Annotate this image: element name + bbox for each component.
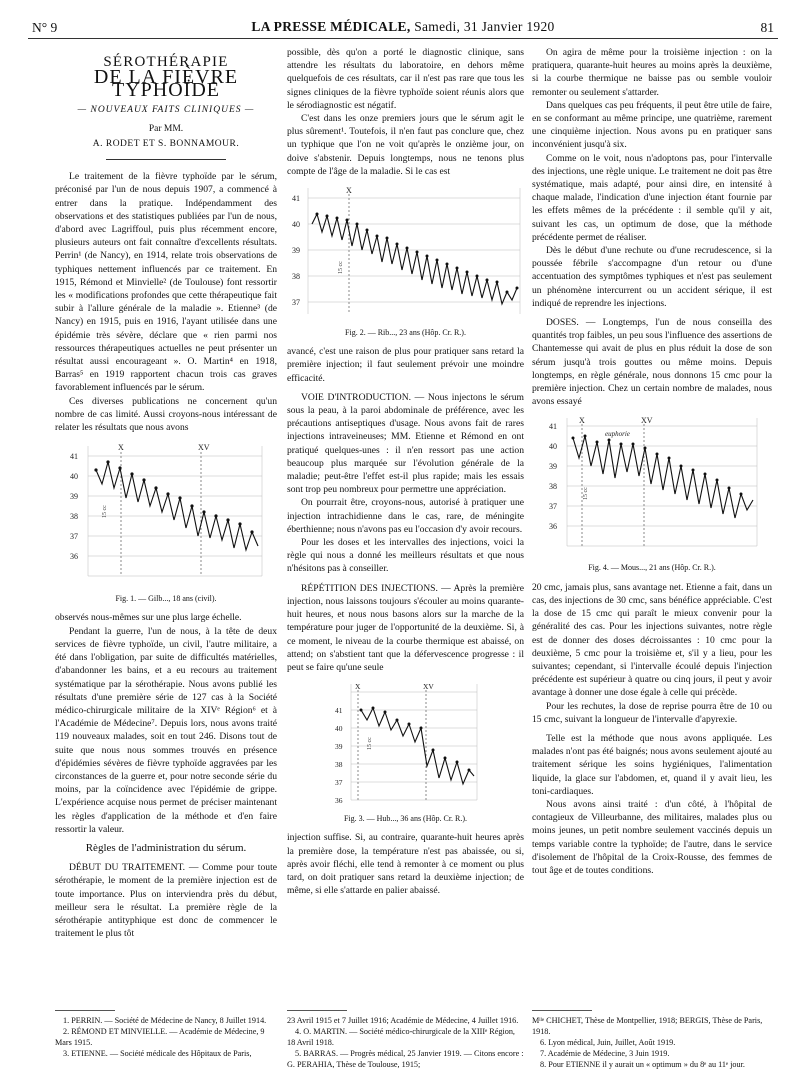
title-line-2: DE LA FIÈVRE TYPHOÏDE [93,66,239,102]
paragraph: DÉBUT DU TRAITEMENT. — Comme pour toute sérothérapie, le moment de la première injection est de toute importance. Plus on interviendra près du début, meilleur sera le résultat. La première règle de la sérothérapie antityphique est donc de commencer le traitement le plus tôt [55,862,277,940]
y-tick: 37 [70,532,78,542]
y-tick: 41 [548,422,557,432]
issue-date: Samedi, 31 Janvier 1920 [414,19,555,34]
figure-caption: Fig. 2. — Rib..., 23 ans (Hôp. Cr. R.). [345,328,466,338]
paragraph: DOSES. — Longtemps, l'un de nous conseilla des quantités trop faibles, un peu sous l'influence des assertions de Chantemesse qui avait de plus en plus réduit la dose de son sérum jusqu'à trois gouttes ou même moins. Depuis longtemps, en règle générale, nous donnons 15 cmc pour la première injection. Chez un certain nombre de malades, nous avons essayé [532,317,772,408]
footnote: 8. Pour ETIENNE il y aurait un « optimum » du 8ᵉ au 11ᵉ jour. [540,1060,745,1069]
day-mark: XV [640,416,653,426]
page-header [28,16,778,38]
paragraph: avancé, c'est une raison de plus pour pratiquer sans retard la première injection; il faut seulement prévoir une moindre efficacité. [287,346,524,384]
day-mark: X [354,682,360,692]
paragraph: Nous avons ainsi traité : d'un côté, à l'hôpital de contagieux de Villeurbanne, des militaires, malades plus ou moins jeunes, un petit nombre seulement vaccinés depuis un temps variable contre la typhoïde; de l'autre, dans le service d'isolement de l'hôpital de la Croix-Rousse, des femmes de tout âge et de toutes conditions. [532,798,772,876]
temperature-chart-1 [66,440,266,590]
y-tick: 37 [548,502,557,512]
authors: A. RODET ET S. BONNAMOUR. [92,139,240,150]
y-tick: 40 [548,442,557,452]
paragraph: Dès le début d'une rechute ou d'une recrudescence, si la poussée fébrile s'accompagne d'un retour ou d'une accentuation des symptômes typhiques et n'est pas seulement un phénomène intercurrent ou un accident sérique, il est indiqué de reprendre les injections. [532,245,772,309]
figure-2 [287,184,524,339]
paragraph: Comme on le voit, nous n'adoptons pas, pour l'intervalle des injections, une règle unique. Le traitement ne doit pas être systématique, mais adapté, pour ainsi dire, en intensité à chaque malade, l'indication d'une injection étant fournie par les effets mêmes de la précédente : il semble qu'il y ait, suivant les cas, un optimum de dose, que la méthode précédente permet de réaliser. [532,152,772,243]
y-tick: 36 [70,552,78,562]
figure-caption: Fig. 3. — Hub..., 36 ans (Hôp. Cr. R.). [343,814,468,824]
article-subtitle: — NOUVEAUX FAITS CLINIQUES — [77,104,255,115]
journal-name: LA PRESSE MÉDICALE, [251,19,411,34]
figure-1 [55,440,277,605]
y-tick: 37 [292,298,300,308]
footnote: 7. Académie de Médecine, 3 Juin 1919. [540,1049,670,1058]
y-tick: 41 [292,194,300,204]
temperature-chart-2 [288,184,523,324]
y-tick: 36 [548,522,557,532]
injection-label: 15 cc [366,737,373,751]
euphorie-annotation: euphorie [604,430,630,439]
paragraph: Le traitement de la fièvre typhoïde par le sérum, préconisé par l'un de nous depuis 1907, a commencé à entrer dans la pratique. Indépendamment des observations et des statistiques publiées par l'un de nous, d'abord avec Lagriffoul, puis plus récemment encore, plusieurs auteurs ont fait connaître d'excellents résultats. Perrin¹ (de Nancy), en 1914, relate trois observations de typhiques nettement influencés par ce traitement. En 1915, Rémond et Minvielle² (de Toulouse) font ressortir les « modifications profondes que cette thérapeutique fait subir à l'allure générale de la maladie ». Etienne³ (de Nancy) en 1915, puis en 1916, l'ayant utilisée dans une épidémie très sévère, déclare que « rien parmi nos ressources thérapeutiques actuelles ne peut présenter un résultat aussi encourageant ». O. Martin⁴ en 1918, Barras⁵ en 1919 rapportent chacun trois cas graves favorablement influencés par le sérum. [55,171,277,394]
y-tick: 39 [548,462,557,472]
y-tick: 40 [292,220,300,230]
paragraph: observés nous-mêmes sur une plus large échelle. [55,612,242,624]
injection-label: 15 cc [338,261,344,275]
column-3 [532,46,772,877]
day-mark: XV [422,682,434,692]
paragraph: injection suffise. Si, au contraire, quarante-huit heures après la première dose, la température n'est pas abaissée, ou si, après avoir fléchi, elle tend à remonter à ce moment ou plus tard, on doit pratiquer sans retard la deuxième injection; de même, si elle s'attarde en palier abaissé. [287,832,524,897]
footnote: 2. RÉMOND ET MINVIELLE. — Académie de Médecine, 9 Mars 1915. [55,1027,265,1047]
title-line-1: SÉROTHÉRAPIE [103,54,229,70]
paragraph: RÉPÉTITION DES INJECTIONS. — Après la première injection, nous laissons toujours s'écouler au moins quarante-huit heures, et nous nous basons alors sur la marche de la température pour juger de l'opportunité de la deuxième. Si, à ce moment, le niveau de la courbe thermique est abaissé, on attend; on s'abstient tant que la défervescence progresse : il peut se faire qu'une seule [287,582,524,673]
y-tick: 38 [70,512,78,522]
page-number: 81 [760,20,774,35]
column-2 [287,46,524,897]
column-1 [55,46,277,940]
section-heading: Règles de l'administration du sérum. [85,841,247,854]
footnote: 3. ETIENNE. — Société médicale des Hôpitaux de Paris, [63,1049,252,1058]
figure-caption: Fig. 1. — Gilb..., 18 ans (civil). [115,594,217,604]
figure-3 [287,680,524,825]
day-mark: X [346,186,352,196]
byline: Par MM. [148,123,184,134]
day-mark: X [578,416,585,426]
footnotes-col-1 [55,1010,277,1059]
injection-label: 15 cc [582,487,589,501]
footnote: 6. Lyon médical, Juin, Juillet, Août 1919. [540,1038,676,1047]
y-tick: 38 [334,760,342,770]
paragraph: VOIE D'INTRODUCTION. — Nous injectons le sérum sous la peau, à la paroi abdominale de préférence, avec les précautions antiseptiques d'usage. Nous avons fait de rares injections intraveineuses; MM. Etienne et Rémond en ont pratiqué quelques-unes : il n'en ressort pas une action beaucoup plus marquée sur l'évolution générale de la maladie; peut-être l'effet est-il plus rapide; mais les essais sont trop peu nombreux pour permettre une appréciation. [287,391,524,496]
paragraph: Pour les rechutes, la dose de reprise pourra être de 10 ou 15 cmc, suivant la longueur de l'intervalle d'apyrexie. [532,700,772,725]
paragraph: C'est dans les onze premiers jours que le sérum agit le plus sûrement¹. Toutefois, il n'en faut pas conclure que, chez un typhique que l'on ne voit qu'après le onzième jour, on doive s'abstenir. Depuis longtemps, nous ne tenons plus compte de l'âge de la maladie. Si le cas est [287,113,524,177]
figure-4 [532,414,772,574]
y-tick: 36 [334,796,342,806]
paragraph: possible, dès qu'on a porté le diagnostic clinique, sans attendre les résultats du laboratoire, en dehors même quelquefois de ces résultats, car il n'est pas rare que tous les signes cliniques de la fièvre typhoïde soient réunis alors que le sérodiagnostic est négatif. [287,47,524,111]
y-tick: 40 [70,472,78,482]
y-tick: 41 [334,706,342,716]
y-tick: 39 [334,742,342,752]
y-tick: 37 [334,778,342,788]
article-title-block [55,56,277,160]
paragraph: 20 cmc, jamais plus, sans avantage net. Etienne a fait, dans un cas, des injections de 30 cmc, sans bénéfice appréciable. C'est la dose de 15 cmc qui paraît le mieux convenir pour la généralité des cas. Pour les injections suivantes, notre règle est de donner des doses décroissantes : 10 cmc pour la deuxième, 5 cmc pour la troisième et, s'il y a lieu, pour les suivantes; cependant, si l'intervalle écoulé depuis l'injection précédente est supérieur à quatre ou cinq jours, il peut y avoir avantage à donner une dose égale à celle qui précède. [532,581,772,699]
paragraph: On agira de même pour la troisième injection : on la pratiquera, quarante-huit heures au moins après la deuxième, si la courbe thermique ne baisse pas ou semble vouloir remonter ou seulement s'attarder. [532,47,772,98]
footnote: 1. PERRIN. — Société de Médecine de Nancy, 8 Juillet 1914. [63,1016,267,1025]
paragraph: Dans quelques cas peu fréquents, il peut être utile de faire, en se conformant au même principe, une quatrième, rarement une cinquième injection. Nous avons pu en pratiquer sans inconvénient jusqu'à six. [532,99,772,151]
figure-caption: Fig. 4. — Mous..., 21 ans (Hôp. Cr. R.). [588,563,716,573]
footnotes-col-2 [287,1010,524,1070]
footnote: 4. O. MARTIN. — Société médico-chirurgicale de la XIIIᵉ Région, 18 Avril 1918. [287,1027,515,1047]
y-tick: 41 [70,452,78,462]
paragraph: Pour les doses et les intervalles des injections, voici la règle qui nous a donné les meilleurs résultats et que nous n'hésitons pas à conseiller. [287,537,524,575]
y-tick: 39 [292,246,300,256]
day-mark: XV [198,443,210,453]
paragraph: Ces diverses publications ne concernent qu'un nombre de cas limité. Aussi croyons-nous intéressant de relater les résultats que nous avons [55,395,277,434]
y-tick: 38 [548,482,557,492]
day-mark: X [118,443,124,453]
temperature-chart-4 [545,414,760,559]
injection-label: 15 cc [102,505,108,519]
paragraph: On pourrait être, croyons-nous, autorisé à pratiquer une injection intrachidienne dans le cas, rare, de méningite éberthienne; nous n'avons pas eu l'occasion d'y avoir recours. [287,497,524,535]
y-tick: 40 [334,724,342,734]
issue-number: N° 9 [32,20,58,35]
paragraph: Pendant la guerre, l'un de nous, à la tête de deux services de fièvre typhoïde, un civil, l'autre militaire, a été dans l'obligation, par suite de difficultés matérielles, d'abandonner les bains, et a eu recours au traitement systématique par la sérothérapie. Nous avons publié les résultats d'une première série de 127 cas à la Société médico-chirurgicale militaire de la XIVᵉ Région⁶ et à l'Académie de Médecine⁷. Depuis lors, nous avons traité 119 nouveaux malades, soit en tout 246. Disons tout de suite que nous nous sommes trouvés en présence d'épidémies sévères de fièvre typhoïde aggravées par les circonstances de la guerre et, pour notre seconde série du moins, par la coïncidence avec l'épidémie de grippe. L'expérience acquise nous permet de préciser maintenant les règles d'application de la méthode et d'en faire ressortir la valeur. [55,625,277,835]
footnote: 5. BARRAS. — Progrès médical, 25 Janvier 1919. — Citons encore : G. PERAHIA, Thèse de Toulouse, 1915; [287,1049,524,1069]
y-tick: 38 [292,272,300,282]
footnotes-col-3 [532,1010,772,1070]
paragraph: Telle est la méthode que nous avons appliquée. Les malades n'ont pas été baignés; nous avons seulement ajouté au traitement sérique les soins hygiéniques, l'alimentation liquide, la glace sur l'abdomen, et, quand il y avait lieu, les toni-cardiaques. [532,732,772,797]
footnote: Mˡˡᵉ CHICHET, Thèse de Montpellier, 1918; BERGIS, Thèse de Paris, 1918. [532,1016,763,1036]
footnote: 23 Avril 1915 et 7 Juillet 1916; Académie de Médecine, 4 Juillet 1916. [287,1016,519,1025]
temperature-chart-3 [331,680,481,810]
title-divider [106,159,226,160]
y-tick: 39 [70,492,78,502]
header-rule [28,38,778,39]
